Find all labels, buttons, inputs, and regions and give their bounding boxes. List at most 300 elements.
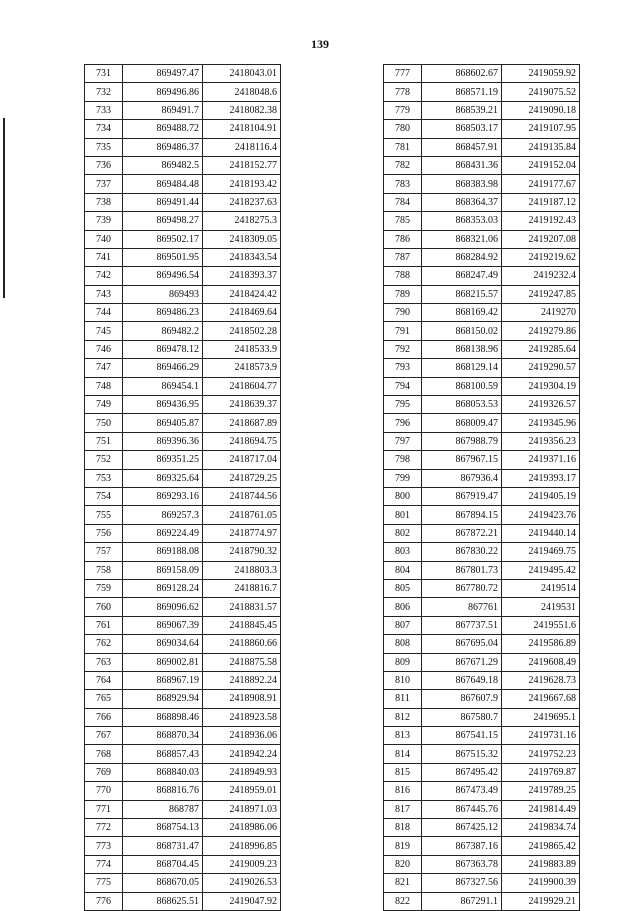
point-number-cell: 758 (85, 561, 123, 579)
y-coordinate-cell: 2419285.64 (502, 340, 580, 358)
table-row (85, 212, 281, 230)
y-coordinate-cell: 2419090.18 (502, 101, 580, 119)
y-coordinate-cell: 2419440.14 (502, 524, 580, 542)
y-coordinate-cell: 2418694.75 (203, 432, 281, 450)
point-number-cell: 733 (85, 101, 123, 119)
y-coordinate-cell: 2419834.74 (502, 819, 580, 837)
y-coordinate-cell: 2418942.24 (203, 745, 281, 763)
table-row (384, 175, 580, 193)
table-row (85, 377, 281, 395)
point-number-cell: 820 (384, 855, 422, 873)
table-row (384, 359, 580, 377)
x-coordinate-cell: 868009.47 (422, 414, 502, 432)
point-number-cell: 742 (85, 267, 123, 285)
table-row (85, 83, 281, 101)
point-number-cell: 738 (85, 193, 123, 211)
point-number-cell: 803 (384, 543, 422, 561)
y-coordinate-cell: 2419177.67 (502, 175, 580, 193)
x-coordinate-cell: 869496.54 (123, 267, 203, 285)
point-number-cell: 759 (85, 579, 123, 597)
point-number-cell: 801 (384, 506, 422, 524)
point-number-cell: 754 (85, 487, 123, 505)
x-coordinate-cell: 868898.46 (123, 708, 203, 726)
point-number-cell: 819 (384, 837, 422, 855)
x-coordinate-cell: 868625.51 (123, 892, 203, 910)
x-coordinate-cell: 868100.59 (422, 377, 502, 395)
point-number-cell: 749 (85, 396, 123, 414)
table-row (85, 727, 281, 745)
table-row (85, 561, 281, 579)
table-row (85, 193, 281, 211)
x-coordinate-cell: 867780.72 (422, 579, 502, 597)
point-number-cell: 805 (384, 579, 422, 597)
y-coordinate-cell: 2419345.96 (502, 414, 580, 432)
x-coordinate-cell: 867737.51 (422, 616, 502, 634)
y-coordinate-cell: 2419731.16 (502, 727, 580, 745)
x-coordinate-cell: 867387.16 (422, 837, 502, 855)
point-number-cell: 777 (384, 65, 422, 83)
table-row (384, 874, 580, 892)
x-coordinate-cell: 869501.95 (123, 248, 203, 266)
y-coordinate-cell: 2418875.58 (203, 653, 281, 671)
table-row (384, 304, 580, 322)
table-row (384, 616, 580, 634)
y-coordinate-cell: 2418116.4 (203, 138, 281, 156)
table-row (384, 101, 580, 119)
table-row (85, 396, 281, 414)
table-row (384, 120, 580, 138)
point-number-cell: 780 (384, 120, 422, 138)
point-number-cell: 797 (384, 432, 422, 450)
table-row (85, 340, 281, 358)
x-coordinate-cell: 867580.7 (422, 708, 502, 726)
point-number-cell: 764 (85, 671, 123, 689)
point-number-cell: 811 (384, 690, 422, 708)
table-row (384, 377, 580, 395)
x-coordinate-cell: 868284.92 (422, 248, 502, 266)
table-row (384, 267, 580, 285)
y-coordinate-cell: 2418309.05 (203, 230, 281, 248)
table-row (85, 156, 281, 174)
table-row (384, 727, 580, 745)
table-row (85, 432, 281, 450)
table-row (384, 708, 580, 726)
point-number-cell: 763 (85, 653, 123, 671)
x-coordinate-cell: 869491.7 (123, 101, 203, 119)
point-number-cell: 745 (85, 322, 123, 340)
y-coordinate-cell: 2418502.28 (203, 322, 281, 340)
table-row (384, 635, 580, 653)
y-coordinate-cell: 2419304.19 (502, 377, 580, 395)
x-coordinate-cell: 867967.15 (422, 451, 502, 469)
y-coordinate-cell: 2418717.04 (203, 451, 281, 469)
point-number-cell: 789 (384, 285, 422, 303)
x-coordinate-cell: 869436.95 (123, 396, 203, 414)
point-number-cell: 768 (85, 745, 123, 763)
y-coordinate-cell: 2418193.42 (203, 175, 281, 193)
table-row (85, 855, 281, 873)
x-coordinate-cell: 869034.64 (123, 635, 203, 653)
y-coordinate-cell: 2419009.23 (203, 855, 281, 873)
y-coordinate-cell: 2419187.12 (502, 193, 580, 211)
table-row (384, 230, 580, 248)
point-number-cell: 762 (85, 635, 123, 653)
table-row (384, 212, 580, 230)
table-row (384, 653, 580, 671)
table-row (85, 616, 281, 634)
point-number-cell: 753 (85, 469, 123, 487)
x-coordinate-cell: 869293.16 (123, 487, 203, 505)
table-row (384, 561, 580, 579)
table-row (384, 763, 580, 781)
table-row (384, 524, 580, 542)
y-coordinate-cell: 2418892.24 (203, 671, 281, 689)
page-number: 139 (311, 37, 329, 51)
x-coordinate-cell: 869493 (123, 285, 203, 303)
y-coordinate-cell: 2418831.57 (203, 598, 281, 616)
table-row (384, 65, 580, 83)
point-number-cell: 815 (384, 763, 422, 781)
x-coordinate-cell: 869488.72 (123, 120, 203, 138)
point-number-cell: 736 (85, 156, 123, 174)
y-coordinate-cell: 2418923.58 (203, 708, 281, 726)
point-number-cell: 788 (384, 267, 422, 285)
table-row (384, 855, 580, 873)
y-coordinate-cell: 2419270 (502, 304, 580, 322)
x-coordinate-cell: 869486.23 (123, 304, 203, 322)
table-row (85, 138, 281, 156)
x-coordinate-cell: 868731.47 (123, 837, 203, 855)
table-row (384, 322, 580, 340)
x-coordinate-cell: 868053.53 (422, 396, 502, 414)
x-coordinate-cell: 868571.19 (422, 83, 502, 101)
point-number-cell: 817 (384, 800, 422, 818)
x-coordinate-cell: 868321.06 (422, 230, 502, 248)
point-number-cell: 766 (85, 708, 123, 726)
point-number-cell: 743 (85, 285, 123, 303)
table-row (85, 414, 281, 432)
x-coordinate-cell: 868503.17 (422, 120, 502, 138)
table-row (85, 101, 281, 119)
y-coordinate-cell: 2419075.52 (502, 83, 580, 101)
x-coordinate-cell: 869002.81 (123, 653, 203, 671)
point-number-cell: 760 (85, 598, 123, 616)
point-number-cell: 752 (85, 451, 123, 469)
x-coordinate-cell: 868967.19 (123, 671, 203, 689)
table-row (85, 487, 281, 505)
point-number-cell: 770 (85, 782, 123, 800)
point-number-cell: 812 (384, 708, 422, 726)
point-number-cell: 786 (384, 230, 422, 248)
point-number-cell: 807 (384, 616, 422, 634)
x-coordinate-cell: 867473.49 (422, 782, 502, 800)
point-number-cell: 800 (384, 487, 422, 505)
x-coordinate-cell: 867515.32 (422, 745, 502, 763)
x-coordinate-cell: 868215.57 (422, 285, 502, 303)
point-number-cell: 769 (85, 763, 123, 781)
table-row (85, 874, 281, 892)
x-coordinate-cell: 867761 (422, 598, 502, 616)
x-coordinate-cell: 869497.47 (123, 65, 203, 83)
point-number-cell: 772 (85, 819, 123, 837)
table-row (85, 451, 281, 469)
y-coordinate-cell: 2419469.75 (502, 543, 580, 561)
y-coordinate-cell: 2418469.64 (203, 304, 281, 322)
x-coordinate-cell: 869454.1 (123, 377, 203, 395)
y-coordinate-cell: 2418573.9 (203, 359, 281, 377)
point-number-cell: 810 (384, 671, 422, 689)
y-coordinate-cell: 2419814.49 (502, 800, 580, 818)
y-coordinate-cell: 2418744.56 (203, 487, 281, 505)
point-number-cell: 799 (384, 469, 422, 487)
x-coordinate-cell: 869405.87 (123, 414, 203, 432)
x-coordinate-cell: 867872.21 (422, 524, 502, 542)
point-number-cell: 734 (85, 120, 123, 138)
y-coordinate-cell: 2418275.3 (203, 212, 281, 230)
y-coordinate-cell: 2418959.01 (203, 782, 281, 800)
x-coordinate-cell: 869224.49 (123, 524, 203, 542)
x-coordinate-cell: 869188.08 (123, 543, 203, 561)
point-number-cell: 765 (85, 690, 123, 708)
y-coordinate-cell: 2419371.16 (502, 451, 580, 469)
x-coordinate-cell: 867495.42 (422, 763, 502, 781)
y-coordinate-cell: 2418908.91 (203, 690, 281, 708)
y-coordinate-cell: 2418043.01 (203, 65, 281, 83)
x-coordinate-cell: 868754.13 (123, 819, 203, 837)
y-coordinate-cell: 2419551.6 (502, 616, 580, 634)
table-row (384, 745, 580, 763)
y-coordinate-cell: 2419929.21 (502, 892, 580, 910)
table-row (85, 469, 281, 487)
table-row (384, 156, 580, 174)
point-number-cell: 748 (85, 377, 123, 395)
coordinate-table-left (84, 64, 281, 911)
table-row (85, 359, 281, 377)
x-coordinate-cell: 867363.78 (422, 855, 502, 873)
x-coordinate-cell: 867425.12 (422, 819, 502, 837)
y-coordinate-cell: 2419232.4 (502, 267, 580, 285)
point-number-cell: 792 (384, 340, 422, 358)
y-coordinate-cell: 2418639.37 (203, 396, 281, 414)
table-row (85, 579, 281, 597)
point-number-cell: 784 (384, 193, 422, 211)
table-row (85, 653, 281, 671)
y-coordinate-cell: 2418393.37 (203, 267, 281, 285)
y-coordinate-cell: 2419152.04 (502, 156, 580, 174)
table-row (85, 248, 281, 266)
x-coordinate-cell: 869396.36 (123, 432, 203, 450)
x-coordinate-cell: 867936.4 (422, 469, 502, 487)
y-coordinate-cell: 2419247.85 (502, 285, 580, 303)
y-coordinate-cell: 2418687.89 (203, 414, 281, 432)
x-coordinate-cell: 868150.02 (422, 322, 502, 340)
x-coordinate-cell: 867830.22 (422, 543, 502, 561)
y-coordinate-cell: 2418949.93 (203, 763, 281, 781)
point-number-cell: 750 (85, 414, 123, 432)
y-coordinate-cell: 2419423.76 (502, 506, 580, 524)
y-coordinate-cell: 2419883.89 (502, 855, 580, 873)
x-coordinate-cell: 868602.67 (422, 65, 502, 83)
table-row (85, 819, 281, 837)
table-row (384, 487, 580, 505)
y-coordinate-cell: 2418986.06 (203, 819, 281, 837)
y-coordinate-cell: 2418424.42 (203, 285, 281, 303)
x-coordinate-cell: 869482.2 (123, 322, 203, 340)
y-coordinate-cell: 2419047.92 (203, 892, 281, 910)
point-number-cell: 775 (85, 874, 123, 892)
x-coordinate-cell: 869257.3 (123, 506, 203, 524)
x-coordinate-cell: 867671.29 (422, 653, 502, 671)
y-coordinate-cell: 2419026.53 (203, 874, 281, 892)
y-coordinate-cell: 2419608.49 (502, 653, 580, 671)
x-coordinate-cell: 869158.09 (123, 561, 203, 579)
point-number-cell: 802 (384, 524, 422, 542)
y-coordinate-cell: 2419059.92 (502, 65, 580, 83)
table-row (384, 396, 580, 414)
table-row (85, 690, 281, 708)
x-coordinate-cell: 869466.29 (123, 359, 203, 377)
point-number-cell: 779 (384, 101, 422, 119)
table-row (384, 432, 580, 450)
x-coordinate-cell: 868364.37 (422, 193, 502, 211)
y-coordinate-cell: 2418343.54 (203, 248, 281, 266)
table-row (384, 83, 580, 101)
x-coordinate-cell: 868129.14 (422, 359, 502, 377)
y-coordinate-cell: 2419356.23 (502, 432, 580, 450)
y-coordinate-cell: 2419900.39 (502, 874, 580, 892)
y-coordinate-cell: 2419107.95 (502, 120, 580, 138)
table-row (85, 304, 281, 322)
table-row (384, 506, 580, 524)
x-coordinate-cell: 867919.47 (422, 487, 502, 505)
table-row (384, 800, 580, 818)
point-number-cell: 809 (384, 653, 422, 671)
table-row (384, 598, 580, 616)
x-coordinate-cell: 868138.96 (422, 340, 502, 358)
table-row (85, 708, 281, 726)
y-coordinate-cell: 2419207.08 (502, 230, 580, 248)
point-number-cell: 776 (85, 892, 123, 910)
point-number-cell: 778 (384, 83, 422, 101)
y-coordinate-cell: 2419586.89 (502, 635, 580, 653)
x-coordinate-cell: 869325.64 (123, 469, 203, 487)
table-row (85, 837, 281, 855)
x-coordinate-cell: 867291.1 (422, 892, 502, 910)
point-number-cell: 795 (384, 396, 422, 414)
point-number-cell: 773 (85, 837, 123, 855)
point-number-cell: 822 (384, 892, 422, 910)
y-coordinate-cell: 2419135.84 (502, 138, 580, 156)
point-number-cell: 751 (85, 432, 123, 450)
y-coordinate-cell: 2418152.77 (203, 156, 281, 174)
y-coordinate-cell: 2419769.87 (502, 763, 580, 781)
point-number-cell: 732 (85, 83, 123, 101)
point-number-cell: 813 (384, 727, 422, 745)
table-row (384, 837, 580, 855)
x-coordinate-cell: 868816.76 (123, 782, 203, 800)
x-coordinate-cell: 867445.76 (422, 800, 502, 818)
x-coordinate-cell: 869486.37 (123, 138, 203, 156)
x-coordinate-cell: 867327.56 (422, 874, 502, 892)
table-row (384, 782, 580, 800)
x-coordinate-cell: 868383.98 (422, 175, 502, 193)
x-coordinate-cell: 867894.15 (422, 506, 502, 524)
table-row (85, 506, 281, 524)
table-row (384, 248, 580, 266)
x-coordinate-cell: 868840.03 (123, 763, 203, 781)
table-row (85, 598, 281, 616)
point-number-cell: 755 (85, 506, 123, 524)
table-row (85, 763, 281, 781)
y-coordinate-cell: 2418533.9 (203, 340, 281, 358)
x-coordinate-cell: 867801.73 (422, 561, 502, 579)
y-coordinate-cell: 2418761.05 (203, 506, 281, 524)
point-number-cell: 771 (85, 800, 123, 818)
point-number-cell: 804 (384, 561, 422, 579)
y-coordinate-cell: 2419865.42 (502, 837, 580, 855)
y-coordinate-cell: 2419279.86 (502, 322, 580, 340)
table-row (384, 285, 580, 303)
point-number-cell: 740 (85, 230, 123, 248)
coordinate-table-right (383, 64, 580, 911)
point-number-cell: 821 (384, 874, 422, 892)
point-number-cell: 761 (85, 616, 123, 634)
y-coordinate-cell: 2419752.23 (502, 745, 580, 763)
x-coordinate-cell: 869478.12 (123, 340, 203, 358)
table-row (85, 322, 281, 340)
y-coordinate-cell: 2419219.62 (502, 248, 580, 266)
point-number-cell: 816 (384, 782, 422, 800)
x-coordinate-cell: 868457.91 (422, 138, 502, 156)
x-coordinate-cell: 867541.15 (422, 727, 502, 745)
y-coordinate-cell: 2418104.91 (203, 120, 281, 138)
y-coordinate-cell: 2418936.06 (203, 727, 281, 745)
point-number-cell: 744 (85, 304, 123, 322)
coordinate-table-left-body (85, 65, 281, 911)
y-coordinate-cell: 2418860.66 (203, 635, 281, 653)
x-coordinate-cell: 869491.44 (123, 193, 203, 211)
table-row (384, 543, 580, 561)
table-row (85, 671, 281, 689)
point-number-cell: 737 (85, 175, 123, 193)
point-number-cell: 756 (85, 524, 123, 542)
y-coordinate-cell: 2418803.3 (203, 561, 281, 579)
table-row (384, 193, 580, 211)
point-number-cell: 808 (384, 635, 422, 653)
y-coordinate-cell: 2419667.68 (502, 690, 580, 708)
y-coordinate-cell: 2419531 (502, 598, 580, 616)
x-coordinate-cell: 868353.03 (422, 212, 502, 230)
table-row (85, 175, 281, 193)
y-coordinate-cell: 2418774.97 (203, 524, 281, 542)
x-coordinate-cell: 869484.48 (123, 175, 203, 193)
x-coordinate-cell: 869096.62 (123, 598, 203, 616)
x-coordinate-cell: 868431.36 (422, 156, 502, 174)
table-row (85, 800, 281, 818)
point-number-cell: 739 (85, 212, 123, 230)
table-row (85, 635, 281, 653)
x-coordinate-cell: 868247.49 (422, 267, 502, 285)
table-row (384, 819, 580, 837)
point-number-cell: 790 (384, 304, 422, 322)
point-number-cell: 791 (384, 322, 422, 340)
x-coordinate-cell: 868787 (123, 800, 203, 818)
table-row (85, 285, 281, 303)
y-coordinate-cell: 2418237.63 (203, 193, 281, 211)
point-number-cell: 746 (85, 340, 123, 358)
y-coordinate-cell: 2418604.77 (203, 377, 281, 395)
x-coordinate-cell: 869067.39 (123, 616, 203, 634)
